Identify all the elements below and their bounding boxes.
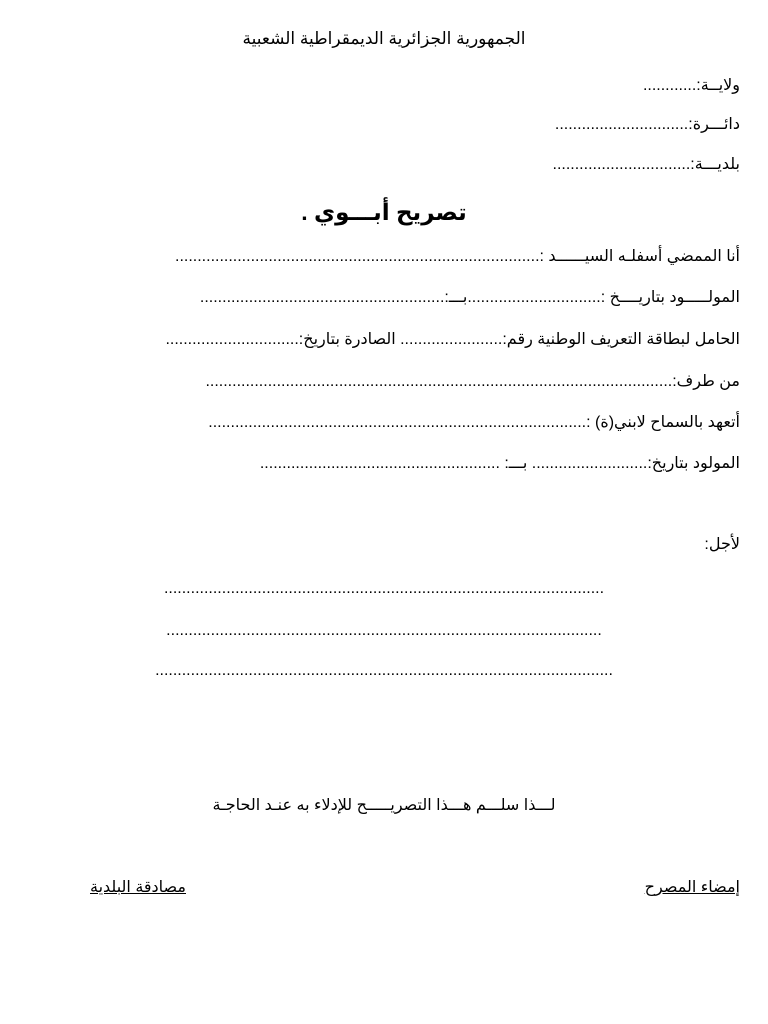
daira-field: دائـــرة:..............................	[554, 116, 740, 133]
field-id-card: الحامل لبطاقة التعريف الوطنية رقم:....................... الصادرة بتاريخ:..............................	[165, 331, 740, 348]
purpose-line-3: .......................................................................................................	[155, 662, 613, 679]
purpose-line-2: ..................................................................................................	[166, 622, 602, 639]
purpose-label: لأجل:	[704, 536, 740, 553]
republic-heading: الجمهورية الجزائرية الديمقراطية الشعبية	[242, 29, 526, 48]
field-signatory-birth: المولـــــود بتاريــــخ :..............................بـــ:.......................................................	[199, 289, 740, 306]
field-issued-by: من طرف:.........................................................................................................	[205, 373, 740, 390]
municipality-certification-label: مصادقة البلدية	[90, 879, 186, 896]
closing-statement: لـــذا سلـــم هـــذا التصريـــــح للإدلاء به عنـد الحاجـة	[212, 797, 556, 814]
field-child-name: أتعهد بالسماح لابني(ة) :.....................................................................................	[208, 414, 740, 431]
declarant-signature-label: إمضاء المصرح	[644, 879, 740, 896]
document-title: تصريح أبـــوي .	[301, 199, 467, 225]
field-child-birth: المولود بتاريخ:.......................... بـــ: ......................................................	[259, 455, 740, 472]
field-signatory-name: أنا الممضي أسفلـه السيــــــد :..................................................................................	[175, 248, 740, 265]
purpose-line-1: ...................................................................................................	[163, 580, 605, 597]
wilaya-field: ولايــة:............	[642, 77, 740, 94]
commune-field: بلديـــة:...............................	[552, 156, 740, 173]
